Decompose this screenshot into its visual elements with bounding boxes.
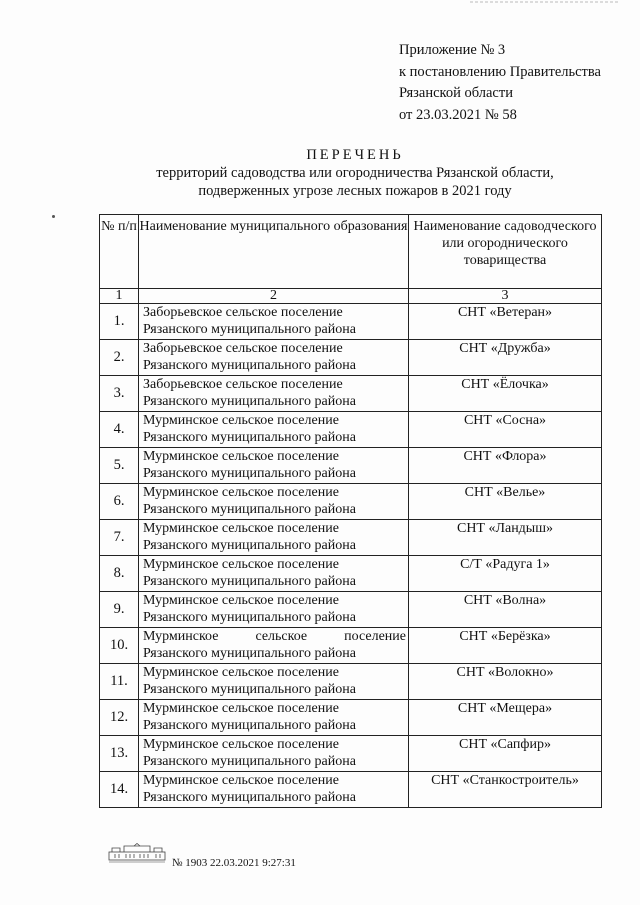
row-number: 8. [100, 556, 139, 592]
row-partnership: СНТ «Ветеран» [409, 304, 602, 340]
table-row [100, 520, 602, 556]
municipality-line-2: Рязанского муниципального района [143, 502, 356, 517]
municipality-line-1: Мурминское сельское поселение [143, 557, 339, 572]
column-number-row [100, 289, 602, 304]
row-municipality [139, 628, 409, 664]
row-number: 2. [100, 340, 139, 376]
row-partnership: СНТ «Ёлочка» [409, 376, 602, 412]
row-partnership: СНТ «Сосна» [409, 412, 602, 448]
municipality-word: сельское [255, 629, 308, 644]
row-partnership: СНТ «Берёзка» [409, 628, 602, 664]
municipality-line-2: Рязанского муниципального района [143, 430, 356, 445]
row-number: 1. [100, 304, 139, 340]
row-number: 14. [100, 772, 139, 808]
municipality-line-2: Рязанского муниципального района [143, 394, 356, 409]
table-row [100, 556, 602, 592]
header-municipality: Наименование муниципального образования [139, 215, 409, 289]
municipality-line-1: Мурминское сельское поселение [143, 521, 339, 536]
document-subtitle-line-2: подверженных угрозе лесных пожаров в 2021 году [198, 183, 512, 199]
header-number: № п/п [100, 215, 139, 289]
row-number: 13. [100, 736, 139, 772]
table-row [100, 628, 602, 664]
municipality-line-1: Мурминское сельское поселение [143, 413, 339, 428]
table-row [100, 484, 602, 520]
row-partnership: СНТ «Волокно» [409, 664, 602, 700]
table-row [100, 412, 602, 448]
municipality-line-2: Рязанского муниципального района [143, 574, 356, 589]
appendix-line-2: к постановлению Правительства [399, 63, 601, 80]
column-number-1: 1 [100, 289, 139, 304]
row-number: 11. [100, 664, 139, 700]
municipality-line-2: Рязанского муниципального района [143, 466, 356, 481]
municipality-line-1: Мурминское сельское поселение [143, 701, 339, 716]
municipality-line-1: Мурминское сельское поселение [143, 449, 339, 464]
table-row [100, 664, 602, 700]
scan-speck [52, 215, 55, 218]
row-number: 6. [100, 484, 139, 520]
header-partnership: Наименование садоводческого или огороднического товарищества [409, 215, 602, 289]
table-row [100, 736, 602, 772]
document-subtitle-line-1: территорий садоводства или огородничества Рязанской области, [156, 165, 554, 181]
row-municipality [139, 484, 409, 520]
row-municipality [139, 304, 409, 340]
appendix-line-4: от 23.03.2021 № 58 [399, 106, 517, 123]
municipality-line-1: Заборьевское сельское поселение [143, 377, 343, 392]
row-municipality [139, 736, 409, 772]
municipality-line-2: Рязанского муниципального района [143, 754, 356, 769]
row-number: 9. [100, 592, 139, 628]
row-number: 3. [100, 376, 139, 412]
municipality-line-2: Рязанского муниципального района [143, 646, 356, 661]
municipality-line-1: Мурминское сельское поселение [143, 737, 339, 752]
row-municipality [139, 772, 409, 808]
row-partnership: СНТ «Сапфир» [409, 736, 602, 772]
column-number-3: 3 [409, 289, 602, 304]
table-row [100, 700, 602, 736]
row-municipality [139, 340, 409, 376]
municipality-word: Мурминское [143, 629, 219, 644]
table-row [100, 448, 602, 484]
row-number: 12. [100, 700, 139, 736]
municipality-line-1: Мурминское сельское поселение [143, 665, 339, 680]
row-partnership: СНТ «Ландыш» [409, 520, 602, 556]
row-municipality [139, 664, 409, 700]
row-number: 5. [100, 448, 139, 484]
row-municipality [139, 520, 409, 556]
building-stamp-icon [108, 843, 166, 863]
municipality-line-1: Мурминское сельское поселение [143, 773, 339, 788]
scan-artifact [470, 0, 620, 6]
row-partnership: С/Т «Радуга 1» [409, 556, 602, 592]
row-municipality [139, 412, 409, 448]
municipality-line-1: Мурминское сельское поселение [143, 485, 339, 500]
appendix-block [399, 40, 601, 126]
appendix-line-1: Приложение № 3 [399, 42, 506, 58]
table-header-row [100, 215, 602, 289]
table-row [100, 592, 602, 628]
municipality-line-1: Заборьевское сельское поселение [143, 305, 343, 320]
municipality-line-1: Мурминское сельское поселение [143, 593, 339, 608]
municipality-line-1 [143, 628, 408, 645]
municipality-line-1: Заборьевское сельское поселение [143, 341, 343, 356]
table-row [100, 304, 602, 340]
column-number-2: 2 [139, 289, 409, 304]
row-partnership: СНТ «Волна» [409, 592, 602, 628]
municipality-line-2: Рязанского муниципального района [143, 718, 356, 733]
row-partnership: СНТ «Мещера» [409, 700, 602, 736]
row-municipality [139, 556, 409, 592]
municipality-line-2: Рязанского муниципального района [143, 322, 356, 337]
municipality-word: поселение [344, 629, 406, 644]
row-partnership: СНТ «Дружба» [409, 340, 602, 376]
municipality-line-2: Рязанского муниципального района [143, 790, 356, 805]
row-municipality [139, 592, 409, 628]
table-row [100, 376, 602, 412]
row-municipality [139, 448, 409, 484]
territories-table [99, 214, 602, 808]
municipality-line-2: Рязанского муниципального района [143, 358, 356, 373]
row-partnership: СНТ «Велье» [409, 484, 602, 520]
row-municipality [139, 376, 409, 412]
row-number: 4. [100, 412, 139, 448]
municipality-line-2: Рязанского муниципального района [143, 682, 356, 697]
table-row [100, 772, 602, 808]
row-municipality [139, 700, 409, 736]
row-partnership: СНТ «Флора» [409, 448, 602, 484]
appendix-line-3: Рязанской области [399, 85, 513, 101]
document-heading: ПЕРЕЧЕНЬ [306, 147, 404, 163]
municipality-line-2: Рязанского муниципального района [143, 610, 356, 625]
registration-stamp: № 1903 22.03.2021 9:27:31 [172, 857, 296, 869]
table-row [100, 340, 602, 376]
row-partnership: СНТ «Станкостроитель» [409, 772, 602, 808]
row-number: 7. [100, 520, 139, 556]
row-number: 10. [100, 628, 139, 664]
municipality-line-2: Рязанского муниципального района [143, 538, 356, 553]
